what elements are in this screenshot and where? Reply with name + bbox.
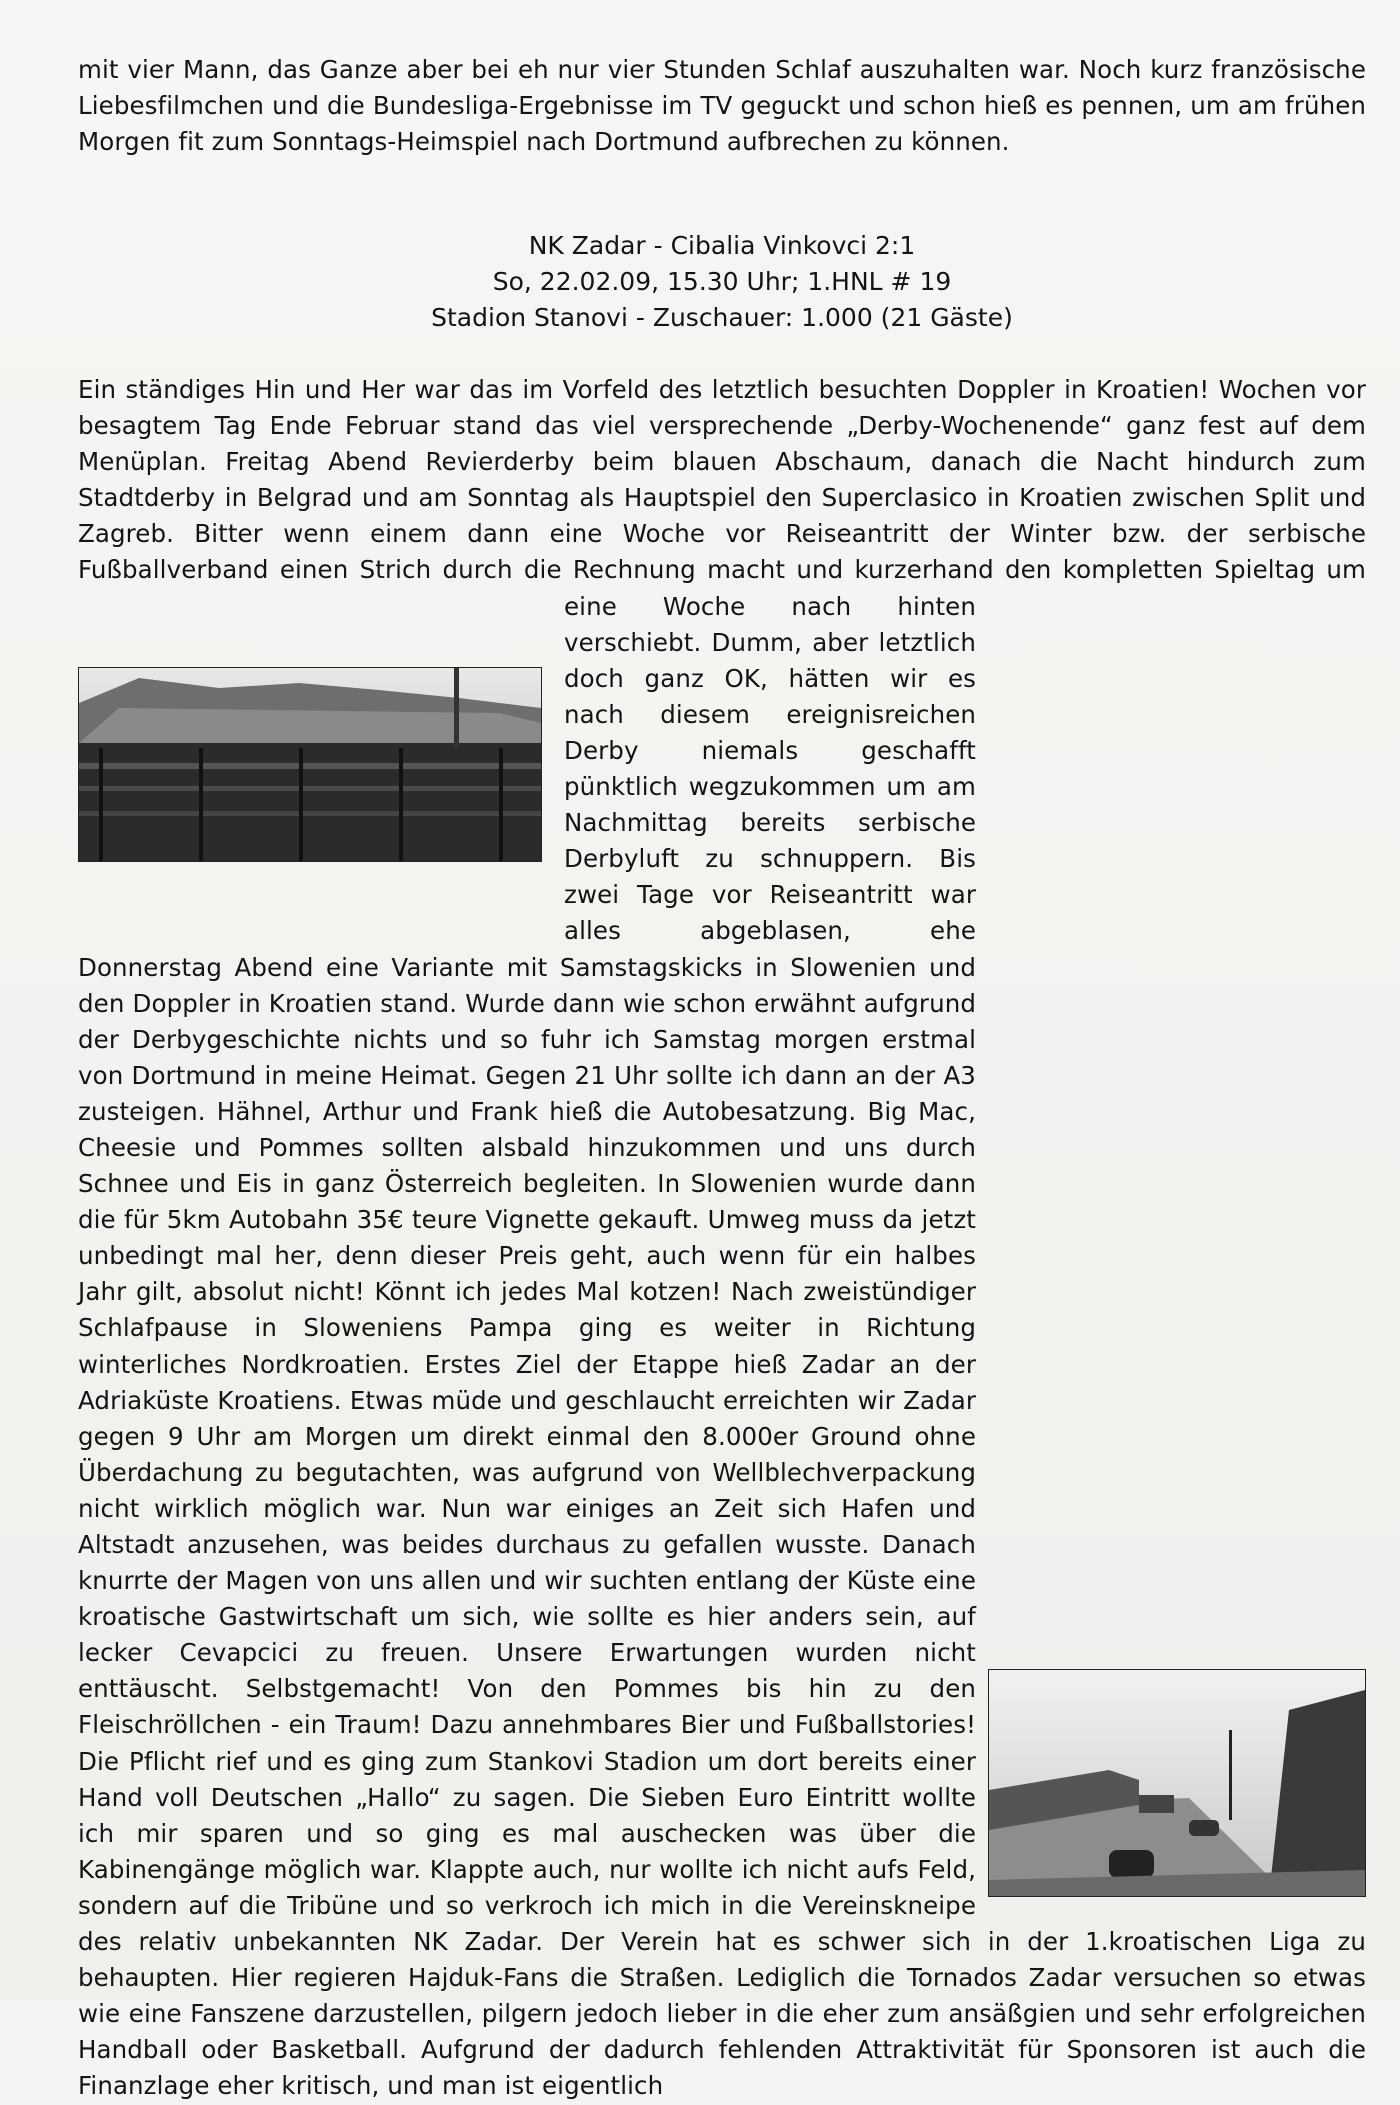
photo-street (988, 1669, 1366, 1897)
intro-paragraph (78, 52, 1366, 160)
body-text: Ein ständiges Hin und Her war das im Vorfeld des letztlich besuchten Doppler in Kroatien! Wochen vor besagtem Tag Ende Februar stand das viel versprechende „Derby-Wochenende“ ganz fest auf dem Menüplan. Freitag Abend Revierderby beim blauen Abschaum, danach die Nacht hindurch zum Stadtderby in Belgrad und am Sonntag als Hauptspiel den Superclasico in Kroatien zwischen Split und Zagreb. Bitter wenn einem dann eine Woche vor Reiseantritt der Winter bzw. der serbische Fußballverband einen Strich durch die Rechnung macht und kurzerhand den kompletten Spieltag um eine Woche nach hinten verschiebt. Dumm, aber letztlich doch ganz OK, hätten wir es nach diesem ereignisreichen Derby niemals geschafft pünktlich wegzukommen um am Nachmittag bereits serbische Derbyluft zu schnuppern. Bis zwei Tage vor Reiseantritt war alles abgeblasen, ehe Donnerstag Abend eine Variante mit Samstagskicks in Slowenien und den Doppler in Kroatien stand. Wurde dann wie schon erwähnt aufgrund der Derbygeschichte nichts und so fuhr ich Samstag morgen erstmal von Dortmund in meine Heimat. Gegen 21 Uhr sollte ich dann an der A3 zusteigen. Hähnel, Arthur und Frank hieß die Autobesatzung. Big Mac, Cheesie und Pommes sollten alsbald hinzukommen und uns durch Schnee und Eis in ganz Österreich begleiten. In Slowenien wurde dann die für 5km Autobahn 35€ teure Vignette gekauft. Umweg muss da jetzt unbedingt mal her, denn dieser Preis geht, auch wenn für ein halbes Jahr gilt, absolut nicht! Könnt ich jedes Mal kotzen! Nach zweistündiger Schlafpause in Sloweniens Pampa ging es weiter in Richtung winterliches Nordkroatien. Erstes Ziel der Etappe hieß Zadar an der Adriaküste Kroatiens. Etwas müde und geschlaucht erreichten wir Zadar gegen 9 Uhr am Morgen um direkt einmal den 8.000er Ground ohne Überdachung zu begutachten, was aufgrund von Wellblechverpackung nicht wirklich möglich war. Nun war einiges an Zeit sich Hafen und Altstadt anzusehen, was beides durchaus zu gefallen wusste. Danach knurrte der Magen von uns allen und wir suchten entlang der Küste eine kroatische Gastwirtschaft um sich, wie sollte es hier anders sein, auf lecker Cevapcici zu freuen. Unsere Erwartungen wurden nicht enttäuscht. Selbstgemacht! Von den Pommes bis hin zu den Fleischröllchen - ein Traum! Dazu annehmbares Bier und Fußballstories! Die Pflicht rief und es ging zum Stankovi Stadion um dort bereits einer Hand voll Deutschen „Hallo“ zu sagen. Die Sieben Euro Eintritt wollte ich mir sparen und so ging es mal auschecken was über die Kabinengänge möglich war. Klappte auch, nur wollte ich nicht aufs Feld, sondern auf die Tribüne und so verkroch ich mich in die Vereinskneipe des relativ unbekannten NK Zadar. Der Verein hat es schwer sich in der 1.kroatischen Liga zu behaupten. Hier regieren Hajduk-Fans die Straßen. Lediglich die Tornados Zadar versuchen so etwas wie eine Fanszene darzustellen, pilgern jedoch lieber in die eher zum ansäßgien und sehr erfolgreichen Handball oder Basketball. Aufgrund der dadurch fehlenden Attraktivität für Sponsoren ist auch die Finanzlage eher kritisch, und man ist eigentlich (78, 375, 1366, 2101)
photo-stadium-float (78, 589, 548, 914)
match-header (78, 228, 1366, 336)
intro-text: mit vier Mann, das Ganze aber bei eh nur vier Stunden Schlaf auszuhalten war. Noch kurz französische Liebesfilmchen und die Bundesliga-Ergebnisse im TV geguckt und schon hieß es pennen, um am frühen Morgen fit zum Sonntags-Heimspiel nach Dortmund aufbrechen zu können. (78, 55, 1366, 157)
stadium-image (79, 668, 541, 861)
street-image (989, 1670, 1365, 1896)
match-venue: Stadion Stanovi - Zuschauer: 1.000 (21 Gäste) (431, 303, 1013, 332)
photo-stadium (78, 667, 542, 862)
article-body (78, 372, 1366, 2105)
match-date: So, 22.02.09, 15.30 Uhr; 1.HNL # 19 (492, 267, 952, 296)
match-teams: NK Zadar - Cibalia Vinkovci 2:1 (528, 231, 916, 260)
